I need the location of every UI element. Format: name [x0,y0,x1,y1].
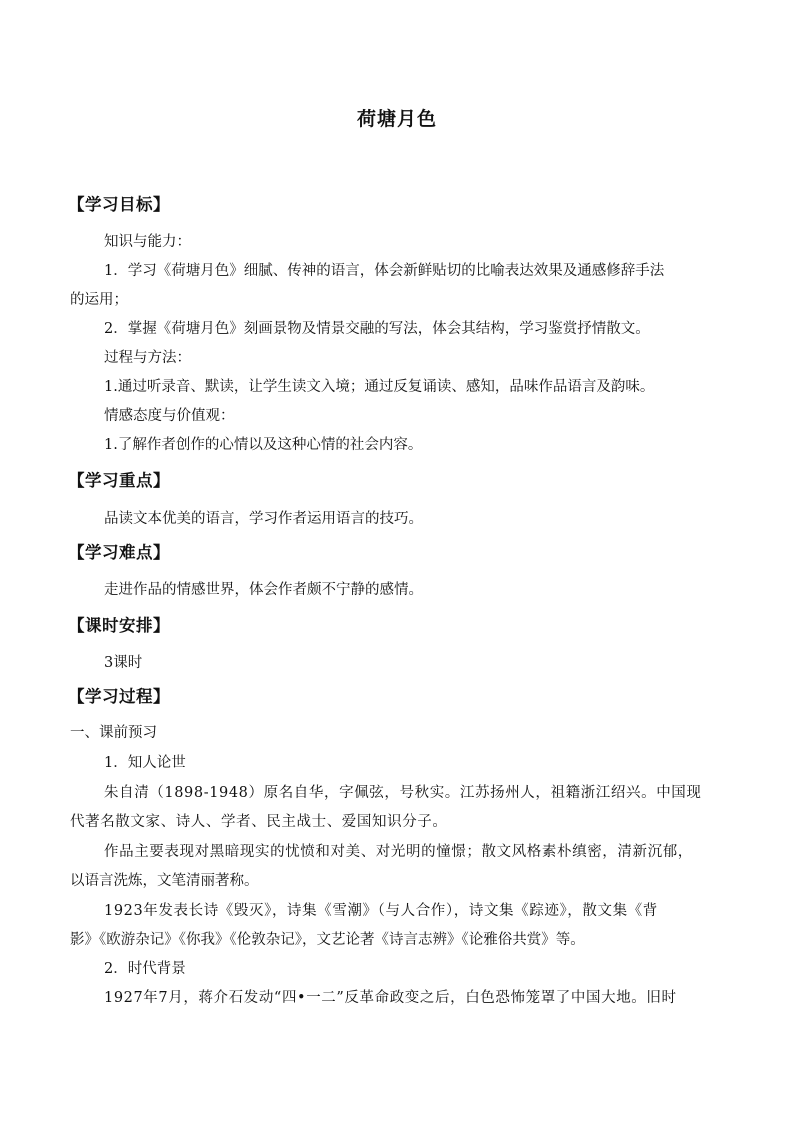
objectives-line-1: 知识与能力： [104,234,191,250]
process-line-6: 以语言洗炼，文笔清丽著称。 [70,873,259,889]
process-line-4: 代著名散文家、诗人、学者、民主战士、爱国知识分子。 [70,814,448,830]
process-line-1: 一、课前预习 [70,725,157,741]
objectives-line-6: 1.通过听录音、默读，让学生读文入境；通过反复诵读、感知，品味作品语言及韵味。 [104,379,655,395]
process-line-3: 朱自清（1898-1948）原名自华，字佩弦，号秋实。江苏扬州人，祖籍浙江绍兴。中国现 [104,785,702,801]
process-line-8: 影》《欧游杂记》《你我》《伦敦杂记》，文艺论著《诗言志辨》《论雅俗共赏》等。 [70,932,585,948]
section-heading-key-points: 【学习重点】 [68,471,170,490]
process-line-7: 1923年发表长诗《毁灭》，诗集《雪潮》（与人合作），诗文集《踪迹》，散文集《背 [104,903,658,919]
objectives-line-4: 2．掌握《荷塘月色》刻画景物及情景交融的写法，体会其结构，学习鉴赏抒情散文。 [104,321,650,337]
difficulties-line-1: 走进作品的情感世界，体会作者颇不宁静的感情。 [104,582,423,598]
process-line-9: 2．时代背景 [104,961,186,977]
objectives-line-7: 情感态度与价值观： [104,408,235,424]
section-heading-schedule: 【课时安排】 [68,616,170,635]
schedule-line-1: 3课时 [104,655,143,671]
objectives-line-8: 1.了解作者创作的心情以及这种心情的社会内容。 [104,437,423,453]
objectives-line-5: 过程与方法： [104,350,191,366]
key-points-line-1: 品读文本优美的语言，学习作者运用语言的技巧。 [104,511,423,527]
section-heading-process: 【学习过程】 [68,687,170,706]
process-line-10: 1927年7月，蒋介石发动“四•一二”反革命政变之后，白色恐怖笼罩了中国大地。旧时 [104,990,677,1006]
objectives-line-2: 1．学习《荷塘月色》细腻、传神的语言，体会新鲜贴切的比喻表达效果及通感修辞手法 [104,263,665,279]
objectives-line-3: 的运用； [70,292,128,308]
process-line-2: 1．知人论世 [104,755,186,771]
section-heading-objectives: 【学习目标】 [68,195,170,214]
document-title: 荷塘月色 [356,108,437,130]
process-line-5: 作品主要表现对黑暗现实的忧愤和对美、对光明的憧憬；散文风格素朴缜密，清新沉郁， [104,844,693,860]
section-heading-difficulties: 【学习难点】 [68,543,170,562]
